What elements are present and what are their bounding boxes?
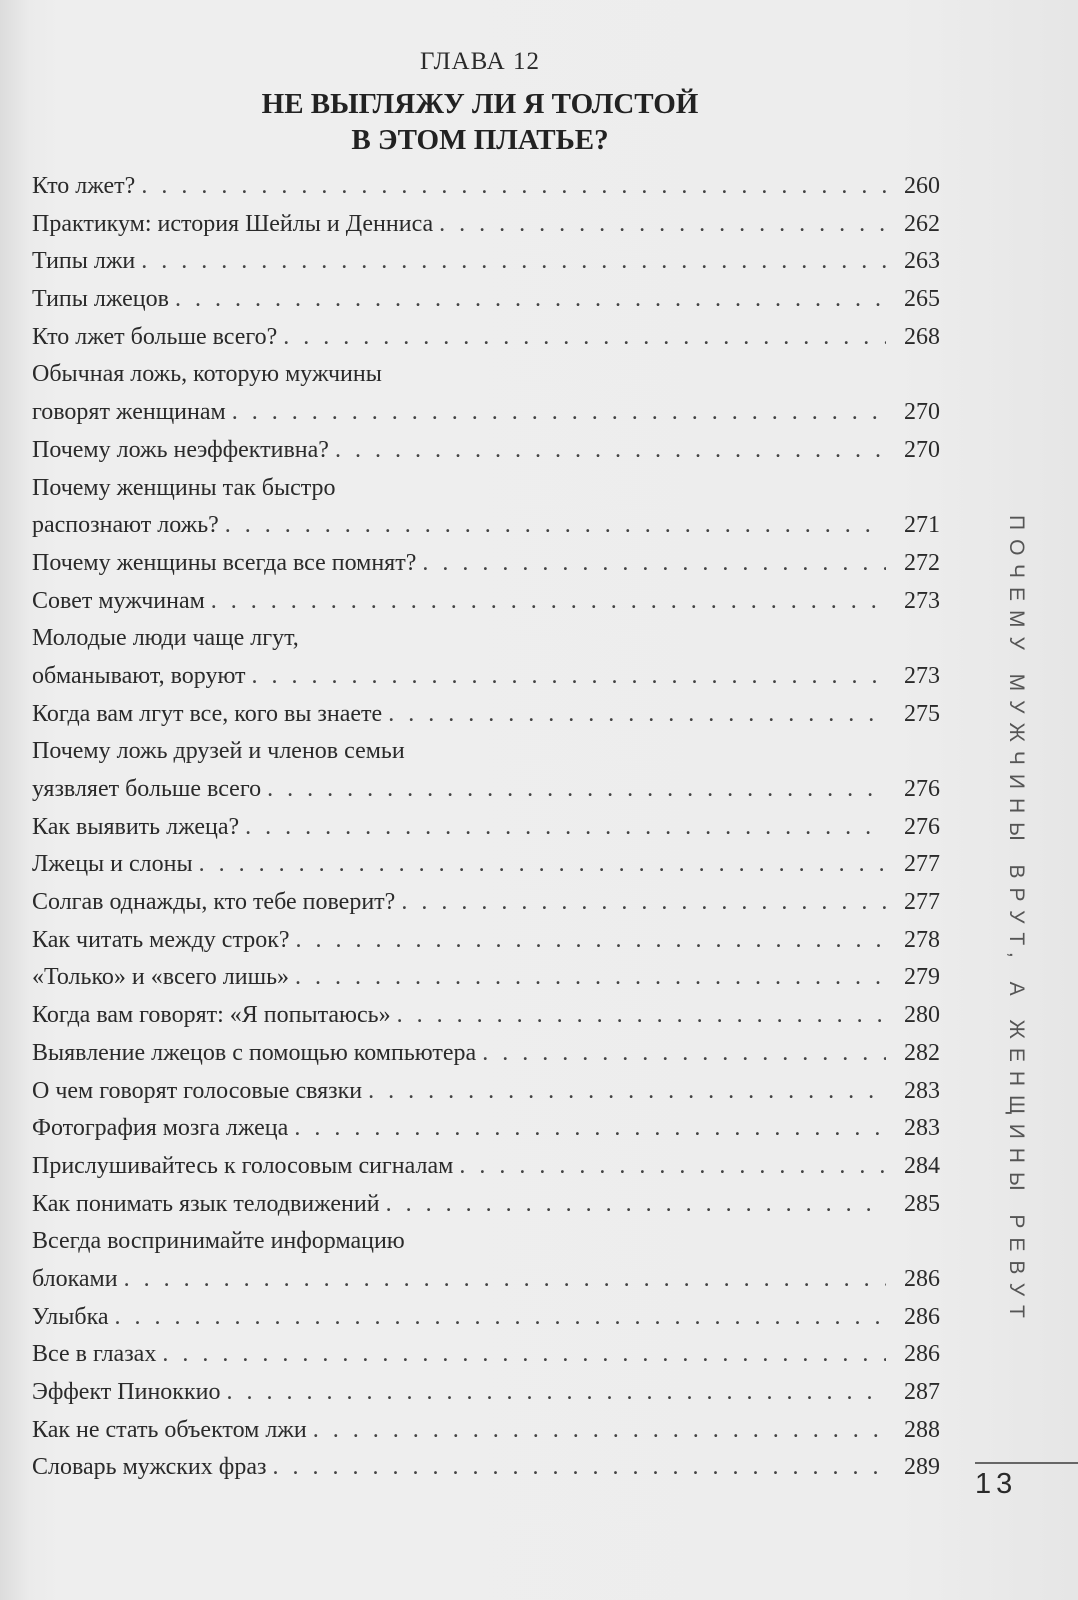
toc-leader-dots: [252, 658, 886, 696]
toc-entry-title: «Только» и «всего лишь»: [32, 964, 290, 991]
toc-leader-dots: [211, 583, 886, 621]
toc-entry-page: 273: [904, 662, 940, 689]
toc-entry-title: Солгав однажды, кто тебе поверит?: [32, 889, 396, 916]
toc-leader-dots: [294, 1110, 886, 1148]
toc-entry: [32, 470, 940, 508]
toc-leader-dots: [283, 319, 886, 357]
toc-entry-page: 288: [904, 1416, 940, 1443]
toc-entry-title: Улыбка: [32, 1303, 109, 1330]
toc-entry-title: Эффект Пиноккио: [32, 1379, 221, 1405]
toc-entry-page: 286: [904, 1265, 940, 1292]
toc-entry-page: 275: [904, 700, 940, 727]
toc-entry: [32, 1299, 940, 1337]
footer-rule: [975, 1462, 1078, 1464]
toc-leader-dots: [401, 884, 886, 922]
toc-entry-page: 277: [904, 889, 940, 916]
toc-leader-dots: [245, 809, 886, 847]
toc-entry-page: 265: [904, 286, 940, 313]
page-number: 13: [975, 1468, 1018, 1500]
toc-entry-page: 276: [904, 776, 940, 802]
table-of-contents: [32, 168, 940, 1487]
toc-entry-page: 271: [904, 512, 940, 539]
toc-entry-title: Почему женщины так быстро: [32, 474, 336, 501]
toc-leader-dots: [226, 1374, 886, 1412]
toc-entry: [32, 583, 940, 621]
toc-entry-title: Как выявить лжеца?: [32, 813, 240, 840]
toc-entry-title: Все в глазах: [32, 1341, 157, 1368]
toc-entry-page: 268: [904, 323, 940, 350]
chapter-label: ГЛАВА 12: [420, 48, 540, 75]
toc-entry: [32, 394, 940, 432]
toc-entry-title: говорят женщинам: [32, 399, 226, 426]
toc-entry: [32, 1110, 940, 1148]
toc-entry: [32, 922, 940, 960]
toc-leader-dots: [267, 771, 886, 809]
toc-entry-title: Словарь мужских фраз: [32, 1454, 267, 1481]
toc-entry-page: 279: [904, 964, 940, 991]
toc-leader-dots: [232, 394, 886, 432]
toc-entry-title: Молодые люди чаще лгут,: [32, 625, 299, 652]
toc-leader-dots: [296, 922, 886, 960]
chapter-title-line-2: В ЭТОМ ПЛАТЬЕ?: [351, 124, 609, 156]
toc-entry: [32, 620, 940, 658]
toc-leader-dots: [175, 281, 886, 319]
chapter-title: [0, 86, 960, 158]
toc-entry: [32, 884, 940, 922]
toc-entry-title: Выявление лжецов с помощью компьютера: [32, 1039, 477, 1066]
toc-entry-page: 278: [904, 926, 940, 953]
toc-entry-page: 260: [904, 173, 940, 199]
toc-entry: [32, 507, 940, 545]
toc-entry: [32, 1374, 940, 1412]
toc-entry-page: 286: [904, 1341, 940, 1368]
toc-entry-title: распознают ложь?: [32, 512, 219, 539]
toc-entry-title: Кто лжет?: [32, 173, 136, 199]
toc-entry-page: 270: [904, 436, 940, 463]
toc-entry: [32, 432, 940, 470]
toc-leader-dots: [124, 1261, 886, 1299]
toc-entry-title: Совет мужчинам: [32, 587, 205, 614]
toc-entry: [32, 771, 940, 809]
toc-entry: [32, 997, 940, 1035]
toc-leader-dots: [295, 959, 886, 997]
toc-leader-dots: [141, 168, 886, 206]
toc-entry: [32, 1073, 940, 1111]
running-head: ПОЧЕМУ МУЖЧИНЫ ВРУТ, А ЖЕНЩИНЫ РЕВУТ: [1005, 515, 1028, 1327]
toc-entry-title: Фотография мозга лжеца: [32, 1115, 289, 1142]
toc-entry: [32, 846, 940, 884]
toc-entry-page: 280: [904, 1002, 940, 1029]
toc-entry: [32, 959, 940, 997]
toc-entry: [32, 319, 940, 357]
toc-entry-title: Когда вам говорят: «Я попытаюсь»: [32, 1002, 391, 1029]
toc-entry: [32, 1223, 940, 1261]
toc-entry-page: 273: [904, 587, 940, 614]
toc-entry: [32, 545, 940, 583]
toc-leader-dots: [115, 1299, 886, 1337]
toc-entry-title: Почему ложь друзей и членов семьи: [32, 738, 405, 765]
toc-entry-page: 283: [904, 1077, 940, 1104]
toc-entry: [32, 1412, 940, 1450]
toc-entry: [32, 1148, 940, 1186]
toc-entry-title: Всегда воспринимайте информацию: [32, 1228, 405, 1255]
toc-entry-title: Обычная ложь, которую мужчины: [32, 361, 382, 388]
toc-entry-page: 282: [904, 1039, 940, 1066]
toc-entry-page: 276: [904, 813, 940, 840]
toc-entry: [32, 1186, 940, 1224]
toc-entry-title: Почему женщины всегда все помнят?: [32, 549, 417, 576]
toc-entry-title: Кто лжет больше всего?: [32, 323, 278, 350]
toc-entry: [32, 281, 940, 319]
toc-entry-title: Практикум: история Шейлы и Денниса: [32, 210, 434, 237]
toc-leader-dots: [272, 1449, 886, 1487]
toc-entry: [32, 696, 940, 734]
toc-leader-dots: [388, 696, 886, 734]
toc-leader-dots: [422, 545, 886, 583]
toc-entry-page: 263: [904, 248, 940, 275]
toc-entry-page: 287: [904, 1379, 940, 1405]
toc-entry-title: Почему ложь неэффективна?: [32, 436, 329, 463]
toc-entry: [32, 356, 940, 394]
toc-entry: [32, 733, 940, 771]
toc-entry-title: Когда вам лгут все, кого вы знаете: [32, 700, 383, 727]
toc-entry: [32, 1035, 940, 1073]
toc-entry-page: 262: [904, 210, 940, 237]
toc-leader-dots: [459, 1148, 886, 1186]
toc-entry-title: уязвляет больше всего: [32, 776, 262, 802]
toc-entry: [32, 168, 940, 206]
toc-entry-title: О чем говорят голосовые связки: [32, 1077, 363, 1104]
toc-leader-dots: [482, 1035, 886, 1073]
toc-entry-page: 286: [904, 1303, 940, 1330]
toc-leader-dots: [368, 1073, 886, 1111]
toc-entry: [32, 1449, 940, 1487]
toc-entry-title: Как читать между строк?: [32, 926, 290, 953]
toc-entry: [32, 1336, 940, 1374]
toc-entry-page: 272: [904, 549, 940, 576]
toc-entry-title: Типы лжи: [32, 248, 136, 275]
toc-leader-dots: [386, 1186, 886, 1224]
toc-entry-page: 285: [904, 1190, 940, 1217]
toc-leader-dots: [439, 206, 886, 244]
toc-leader-dots: [225, 507, 886, 545]
toc-leader-dots: [141, 243, 886, 281]
toc-entry-page: 277: [904, 851, 940, 878]
toc-leader-dots: [397, 997, 886, 1035]
toc-entry-title: Лжецы и слоны: [32, 851, 193, 878]
toc-entry-page: 284: [904, 1152, 940, 1179]
toc-entry: [32, 1261, 940, 1299]
toc-entry-page: 283: [904, 1115, 940, 1142]
toc-entry: [32, 206, 940, 244]
toc-entry-title: Как не стать объектом лжи: [32, 1416, 307, 1443]
toc-entry-title: Прислушивайтесь к голосовым сигналам: [32, 1152, 454, 1179]
toc-leader-dots: [313, 1412, 886, 1450]
toc-entry: [32, 658, 940, 696]
toc-entry-page: 289: [904, 1454, 940, 1481]
chapter-title-line-1: НЕ ВЫГЛЯЖУ ЛИ Я ТОЛСТОЙ: [261, 88, 699, 120]
toc-leader-dots: [199, 846, 886, 884]
toc-entry-title: блоками: [32, 1265, 118, 1292]
toc-entry: [32, 809, 940, 847]
toc-entry: [32, 243, 940, 281]
toc-leader-dots: [162, 1336, 886, 1374]
toc-entry-title: Как понимать язык телодвижений: [32, 1190, 380, 1217]
toc-leader-dots: [335, 432, 886, 470]
toc-entry-title: Типы лжецов: [32, 286, 169, 313]
toc-entry-page: 270: [904, 399, 940, 426]
toc-entry-title: обманывают, воруют: [32, 662, 246, 689]
